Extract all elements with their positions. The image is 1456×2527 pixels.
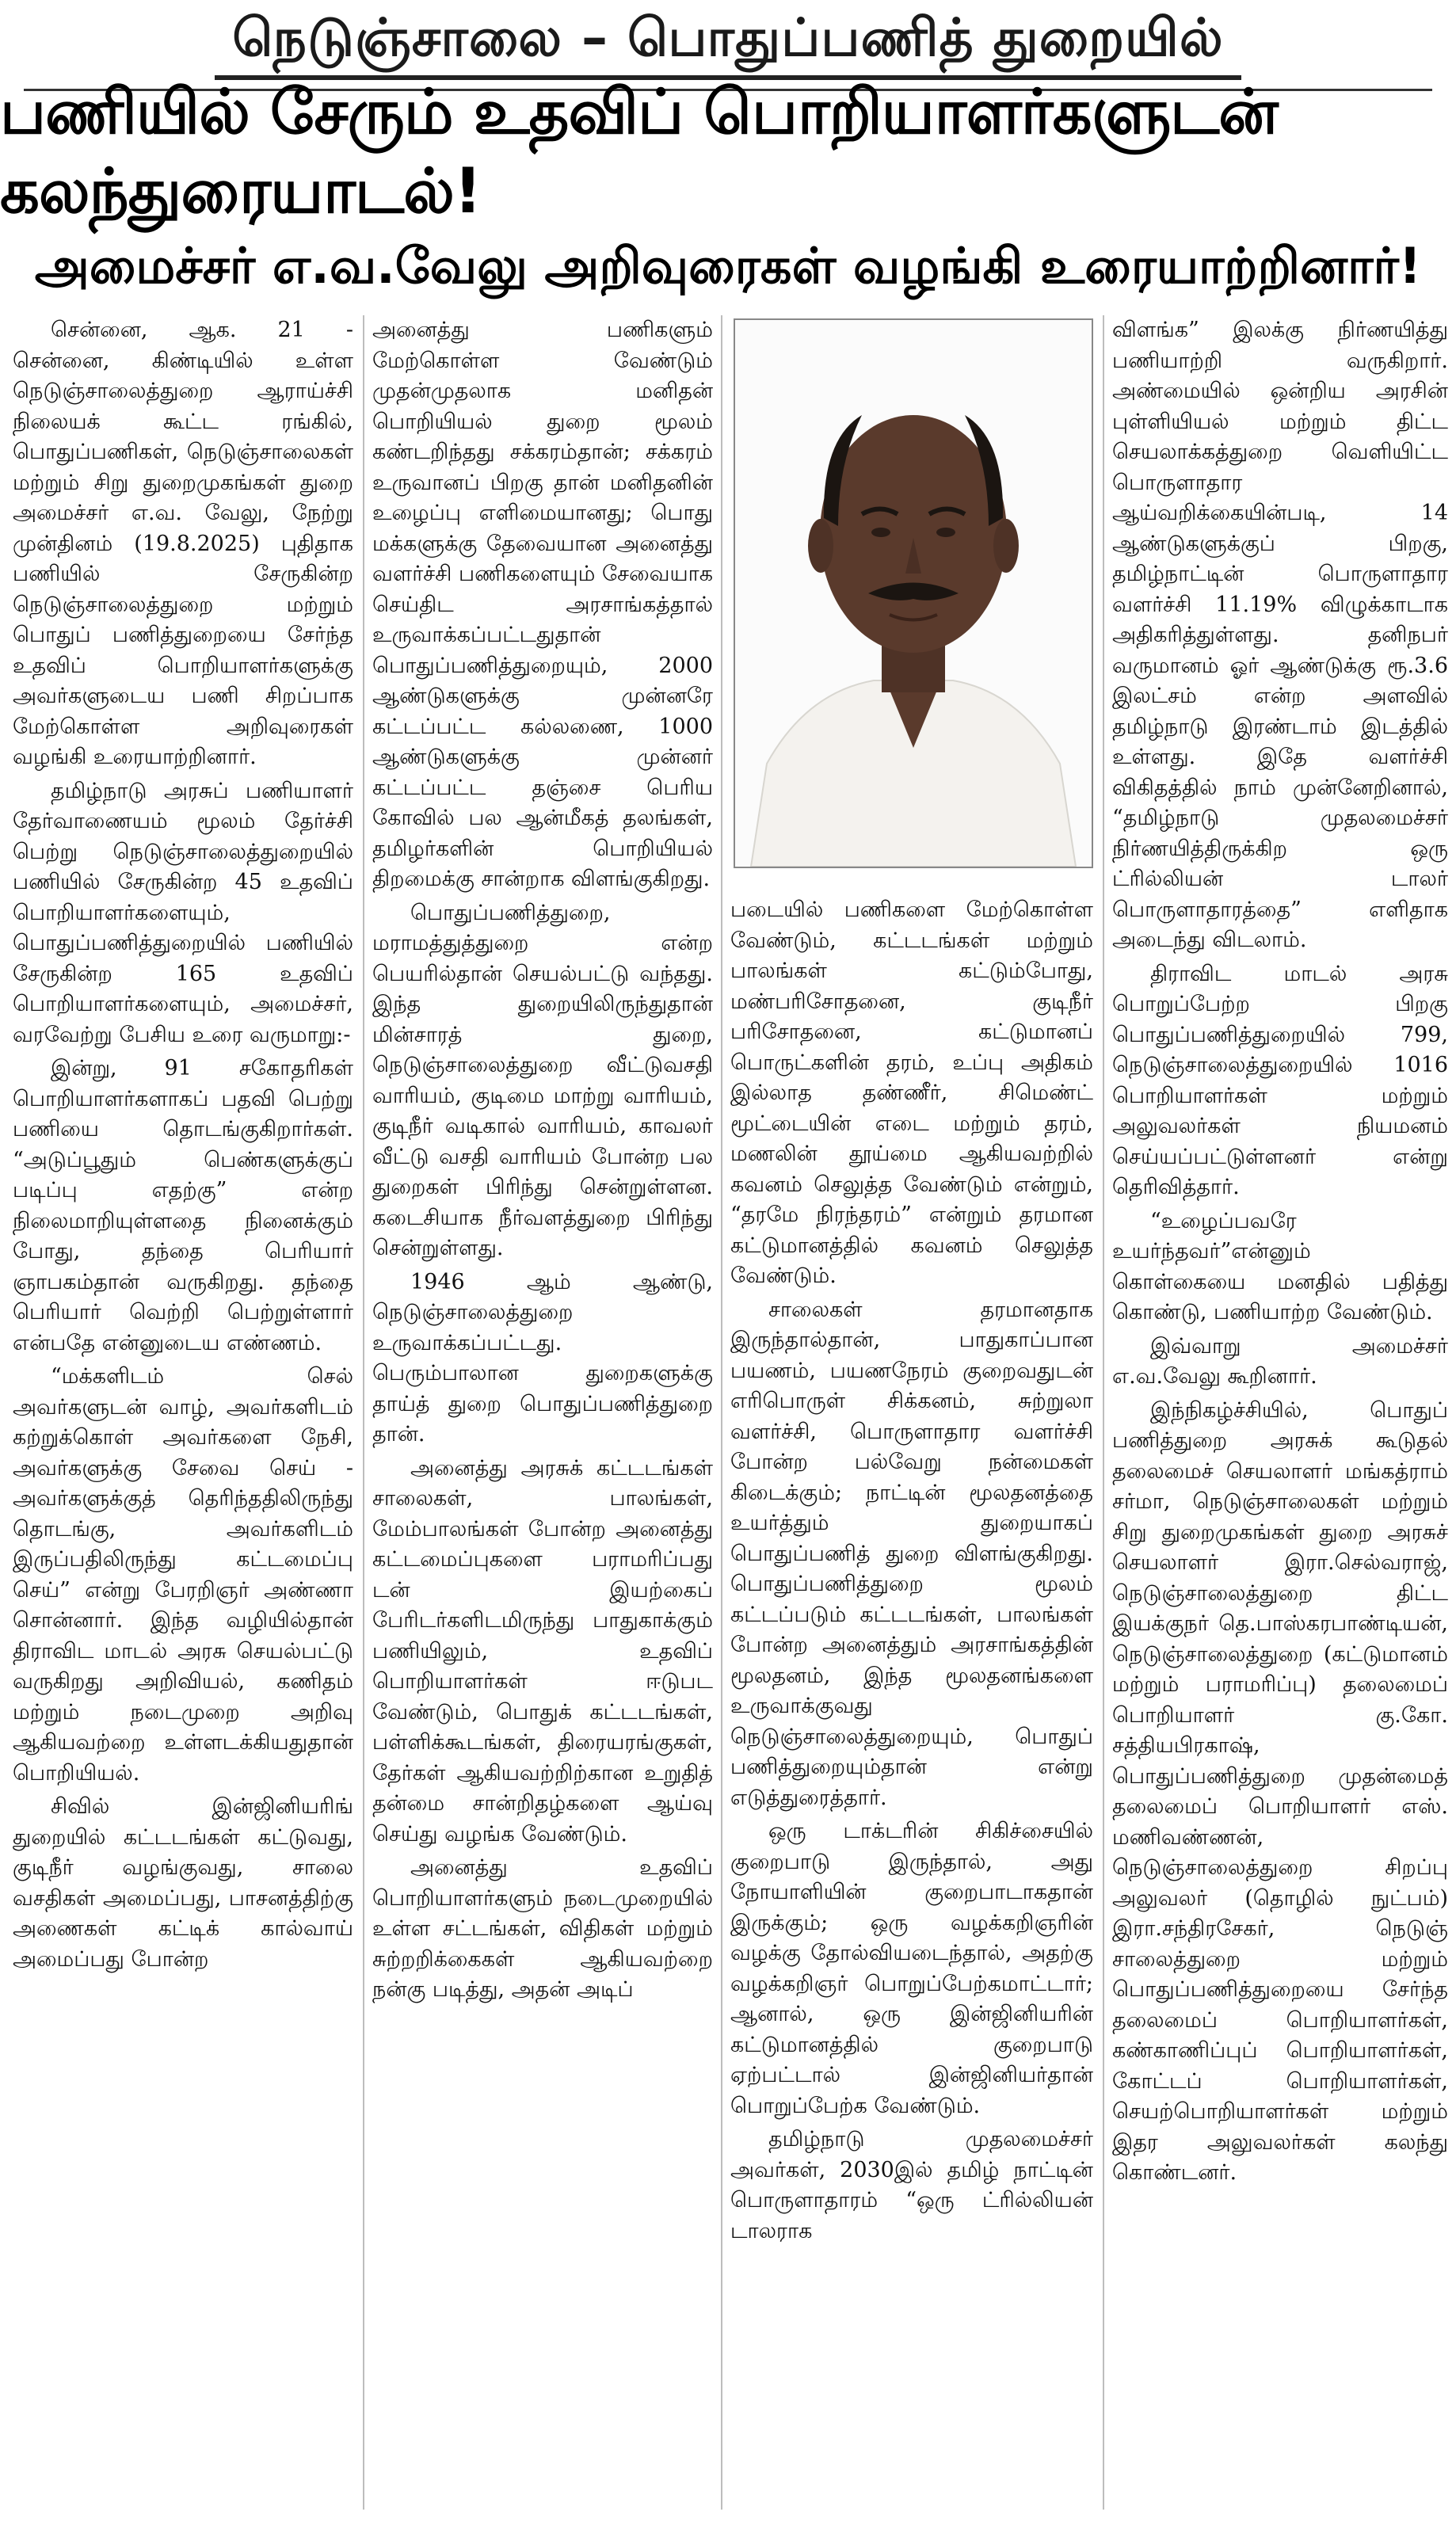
paragraph: “மக்களிடம் செல் அவர்களுடன் வாழ், அவர்களிடம் கற்றுக்கொள் அவர்களை நேசி, அவர்களுக்கு சேவை செய் - அவர்களுக்குத் தெரிந்ததிலிருந்து தொடங்கு, அவர்களிடம் இருப்பதிலிருந்து கட்டமைப்பு செய்” என்று பேரறிஞர் அண்ணா சொன்னார். இந்த வழியில்தான் திராவிட மாடல் அரசு செயல்பட்டு வருகிறது அறிவியல், கணிதம் மற்றும் நடைமுறை அறிவு ஆகியவற்றை உள்ளடக்கியதுதான் பொறியியல். xyxy=(13,1364,353,1786)
paragraph: 1946 ஆம் ஆண்டு, நெடுஞ்சாலைத்துறை உருவாக்கப்பட்டது. பெரும்பாலான துறைகளுக்கு தாய்த் துறை பொதுப்பணித்துறை தான். xyxy=(372,1269,713,1446)
paragraph: பொதுப்பணித்துறை, மராமத்துத்துறை என்ற பெயரில்தான் செயல்பட்டு வந்தது. இந்த துறையிலிருந்துதான் மின்சாரத் துறை, நெடுஞ்சாலைத்துறை வீட்டுவசதி வாரியம், குடிமை மாற்று வாரியம், குடிநீர் வடிகால் வாரியம், காவலர் வீட்டு வசதி வாரியம் போன்ற பல துறைகள் பிரிந்து சென்றுள்ளன. கடைசியாக நீர்வளத்துறை பிரிந்து சென்றுள்ளது. xyxy=(372,900,713,1260)
article-column-2 xyxy=(372,315,713,2517)
column-divider xyxy=(1103,315,1104,2510)
paragraph: அனைத்து அரசுக் கட்டடங்கள் சாலைகள், பாலங்கள், மேம்பாலங்கள் போன்ற அனைத்து கட்டமைப்புகளை பராமரிப்பது டன் இயற்கைப் பேரிடர்களிடமிருந்து பாதுகாக்கும் பணியிலும், உதவிப் பொறியாளர்கள் ஈடுபட வேண்டும், பொதுக் கட்டடங்கள், பள்ளிக்கூடங்கள், திரையரங்குகள், தேர்கள் ஆகியவற்றிற்கான உறுதித் தன்மை சான்றிதழ்களை ஆய்வு செய்து வழங்க வேண்டும். xyxy=(372,1455,713,1847)
paragraph: ஒரு டாக்டரின் சிகிச்சையில் குறைபாடு இருந்தால், அது நோயாளியின் குறைபாடாகதான் இருக்கும்; ஒரு வழக்கறிஞரின் வழக்கு தோல்வியடைந்தால், அதற்கு வழக்கறிஞர் பொறுப்பேற்கமாட்டார்; ஆனால், ஒரு இன்ஜினியரின் கட்டுமானத்தில் குறைபாடு ஏற்பட்டால் இன்ஜினியர்தான் பொறுப்பேற்க வேண்டும். xyxy=(730,1819,1093,2118)
kicker-heading xyxy=(0,0,1456,87)
paragraph: படையில் பணிகளை மேற்கொள்ள வேண்டும், கட்டடங்கள் மற்றும் பாலங்கள் கட்டும்போது, மண்பரிசோதனை, குடிநீர் பரிசோதனை, கட்டுமானப் பொருட்களின் தரம், உப்பு அதிகம் இல்லாத தண்ணீர், சிமெண்ட் மூட்டையின் எடை மற்றும் தரம், மணலின் தூய்மை ஆகியவற்றில் கவனம் செலுத்த வேண்டும் என்றும், “தரமே நிரந்தரம்” என்றும் தரமான கட்டுமானத்தில் கவனம் செலுத்த வேண்டும். xyxy=(730,898,1093,1288)
paragraph: இவ்வாறு அமைச்சர் எ.வ.வேலு கூறினார். xyxy=(1112,1333,1448,1389)
headline xyxy=(0,77,1456,227)
paragraph: சாலைகள் தரமானதாக இருந்தால்தான், பாதுகாப்பான பயணம், பயணநேரம் குறைவதுடன் எரிபொருள் சிக்கனம், சுற்றுலா வளர்ச்சி, பொருளாதார வளர்ச்சி போன்ற பல்வேறு நன்மைகள் கிடைக்கும்; நாட்டின் மூலதனத்தை உயர்த்தும் துறையாகப் பொதுப்பணித் துறை விளங்குகிறது. பொதுப்பணித்துறை மூலம் கட்டப்படும் கட்டடங்கள், பாலங்கள் போன்ற அனைத்தும் அரசாங்கத்தின் மூலதனம், இந்த மூலதனங்களை உருவாக்குவது நெடுஞ்சாலைத்துறையும், பொதுப் பணித்துறையும்தான் என்று எடுத்துரைத்தார். xyxy=(730,1297,1093,1810)
paragraph: விளங்க” இலக்கு நிர்ணயித்து பணியாற்றி வருகிறார். அண்மையில் ஒன்றிய அரசின் புள்ளியியல் மற்றும் திட்ட செயலாக்கத்துறை வெளியிட்ட பொருளாதார ஆய்வறிக்கையின்படி, 14 ஆண்டுகளுக்குப் பிறகு, தமிழ்நாட்டின் பொருளாதார வளர்ச்சி 11.19% விழுக்காடாக அதிகரித்துள்ளது. தனிநபர் வருமானம் ஓர் ஆண்டுக்கு ரூ.3.6 இலட்சம் என்ற அளவில் தமிழ்நாடு இரண்டாம் இடத்தில் உள்ளது. இதே வளர்ச்சி விகிதத்தில் நாம் முன்னேறினால், “தமிழ்நாடு முதலமைச்சர் நிர்ணயித்திருக்கிற ஒரு ட்ரில்லியன் டாலர் பொருளாதாரத்தை” எளிதாக அடைந்து விடலாம். xyxy=(1112,318,1448,952)
paragraph: அனைத்து பணிகளும் மேற்கொள்ள வேண்டும் முதன்முதலாக மனிதன் பொறியியல் துறை மூலம் கண்டறிந்தது சக்கரம்தான்; சக்கரம் உருவானப் பிறகு தான் மனிதனின் உழைப்பு எளிமையானது; பொது மக்களுக்கு தேவையான அனைத்து வளர்ச்சி பணிகளையும் சேவையாக செய்திட அரசாங்கத்தால் உருவாக்கப்பட்டதுதான் பொதுப்பணித்துறையும், 2000 ஆண்டுகளுக்கு முன்னரே கட்டப்பட்ட கல்லணை, 1000 ஆண்டுகளுக்கு முன்னர் கட்டப்பட்ட தஞ்சை பெரிய கோவில் பல ஆன்மீகத் தலங்கள், தமிழர்களின் பொறியியல் திறமைக்கு சான்றாக விளங்குகிறது. xyxy=(372,318,713,891)
column-divider xyxy=(721,315,722,2510)
subheadline-text: அமைச்சர் எ.வ.வேலு அறிவுரைகள் வழங்கி உரையாற்றினார்! xyxy=(34,237,1422,295)
minister-photo xyxy=(734,318,1093,868)
article-column-4 xyxy=(1112,315,1448,2517)
kicker-text: நெடுஞ்சாலை – பொதுப்பணித் துறையில் xyxy=(215,7,1241,80)
subheadline xyxy=(0,226,1456,313)
article-column-3 xyxy=(730,895,1093,2519)
paragraph: திராவிட மாடல் அரசு பொறுப்பேற்ற பிறகு பொதுப்பணித்துறையில் 799, நெடுஞ்சாலைத்துறையில் 1016 பொறியாளர்கள் மற்றும் அலுவலர்கள் நியமனம் செய்யப்பட்டுள்ளனர் என்று தெரிவித்தார். xyxy=(1112,961,1448,1199)
paragraph: இந்நிகழ்ச்சியில், பொதுப் பணித்துறை அரசுக் கூடுதல் தலைமைச் செயலாளர் மங்கத்ராம் சர்மா, நெடுஞ்சாலைகள் மற்றும் சிறு துறைமுகங்கள் துறை அரசுச் செயலாளர் இரா.செல்வராஜ், நெடுஞ்சாலைத்துறை திட்ட இயக்குநர் தெ.பாஸ்கரபாண்டியன், நெடுஞ்சாலைத்துறை (கட்டுமானம் மற்றும் பராமரிப்பு) தலைமைப் பொறியாளர் கு.கோ. சத்தியபிரகாஷ், பொதுப்பணித்துறை முதன்மைத் தலைமைப் பொறியாளர் எஸ். மணிவண்ணன், நெடுஞ்சாலைத்துறை சிறப்பு அலுவலர் (தொழில் நுட்பம்) இரா.சந்திரசேகர், நெடுஞ் சாலைத்துறை மற்றும் பொதுப்பணித்துறையை சேர்ந்த தலைமைப் பொறியாளர்கள், கண்காணிப்புப் பொறியாளர்கள், கோட்டப் பொறியாளர்கள், செயற்பொறியாளர்கள் மற்றும் இதர அலுவலர்கள் கலந்து கொண்டனர். xyxy=(1112,1397,1448,2185)
paragraph: இன்று, 91 சகோதரிகள் பொறியாளர்களாகப் பதவி பெற்று பணியை தொடங்குகிறார்கள். “அடுப்பூதும் பெண்களுக்குப் படிப்பு எதற்கு” என்ற நிலைமாறியுள்ளதை நினைக்கும் போது, தந்தை பெரியார் ஞாபகம்தான் வருகிறது. தந்தை பெரியார் வெற்றி பெற்றுள்ளார் என்பதே என்னுடைய எண்ணம். xyxy=(13,1056,353,1355)
paragraph: சென்னை, ஆக. 21 - சென்னை, கிண்டியில் உள்ள நெடுஞ்சாலைத்துறை ஆராய்ச்சி நிலையக் கூட்ட ரங்கில், பொதுப்பணிகள், நெடுஞ்சாலைகள் மற்றும் சிறு துறைமுகங்கள் துறை அமைச்சர் எ.வ. வேலு, நேற்று முன்தினம் (19.8.2025) புதிதாக பணியில் சேருகின்ற நெடுஞ்சாலைத்துறை மற்றும் பொதுப் பணித்துறையை சேர்ந்த உதவிப் பொறியாளர்களுக்கு அவர்களுடைய பணி சிறப்பாக மேற்கொள்ள அறிவுரைகள் வழங்கி உரையாற்றினார். xyxy=(13,318,353,769)
paragraph: சிவில் இன்ஜினியரிங் துறையில் கட்டடங்கள் கட்டுவது, குடிநீர் வழங்குவது, சாலை வசதிகள் அமைப்பது, பாசனத்திற்கு அணைகள் கட்டிக் கால்வாய் அமைப்பது போன்ற xyxy=(13,1794,353,1972)
article-column-1 xyxy=(13,315,353,2517)
paragraph: தமிழ்நாடு முதலமைச்சர் அவர்கள், 2030இல் தமிழ் நாட்டின் பொருளாதாரம் “ஒரு ட்ரில்லியன் டாலராக xyxy=(730,2127,1093,2243)
headline-text: பணியில் சேரும் உதவிப் பொறியாளர்களுடன் கலந்துரையாடல்! xyxy=(0,77,1278,227)
paragraph: தமிழ்நாடு அரசுப் பணியாளர் தேர்வாணையம் மூலம் தேர்ச்சி பெற்று நெடுஞ்சாலைத்துறையில் பணியில் சேருகின்ற 45 உதவிப் பொறியாளர்களையும், பொதுப்பணித்துறையில் பணியில் சேருகின்ற 165 உதவிப் பொறியாளர்களையும், அமைச்சர், வரவேற்று பேசிய உரை வருமாறு:- xyxy=(13,778,353,1047)
portrait-illustration xyxy=(735,320,1092,867)
paragraph: அனைத்து உதவிப் பொறியாளர்களும் நடைமுறையில் உள்ள சட்டங்கள், விதிகள் மற்றும் சுற்றறிக்கைகள் ஆகியவற்றை நன்கு படித்து, அதன் அடிப் xyxy=(372,1855,713,2002)
column-divider xyxy=(363,315,364,2510)
paragraph: “உழைப்பவரே உயர்ந்தவர்”என்னும் கொள்கையை மனதில் பதித்து கொண்டு, பணியாற்ற வேண்டும். xyxy=(1112,1208,1448,1324)
